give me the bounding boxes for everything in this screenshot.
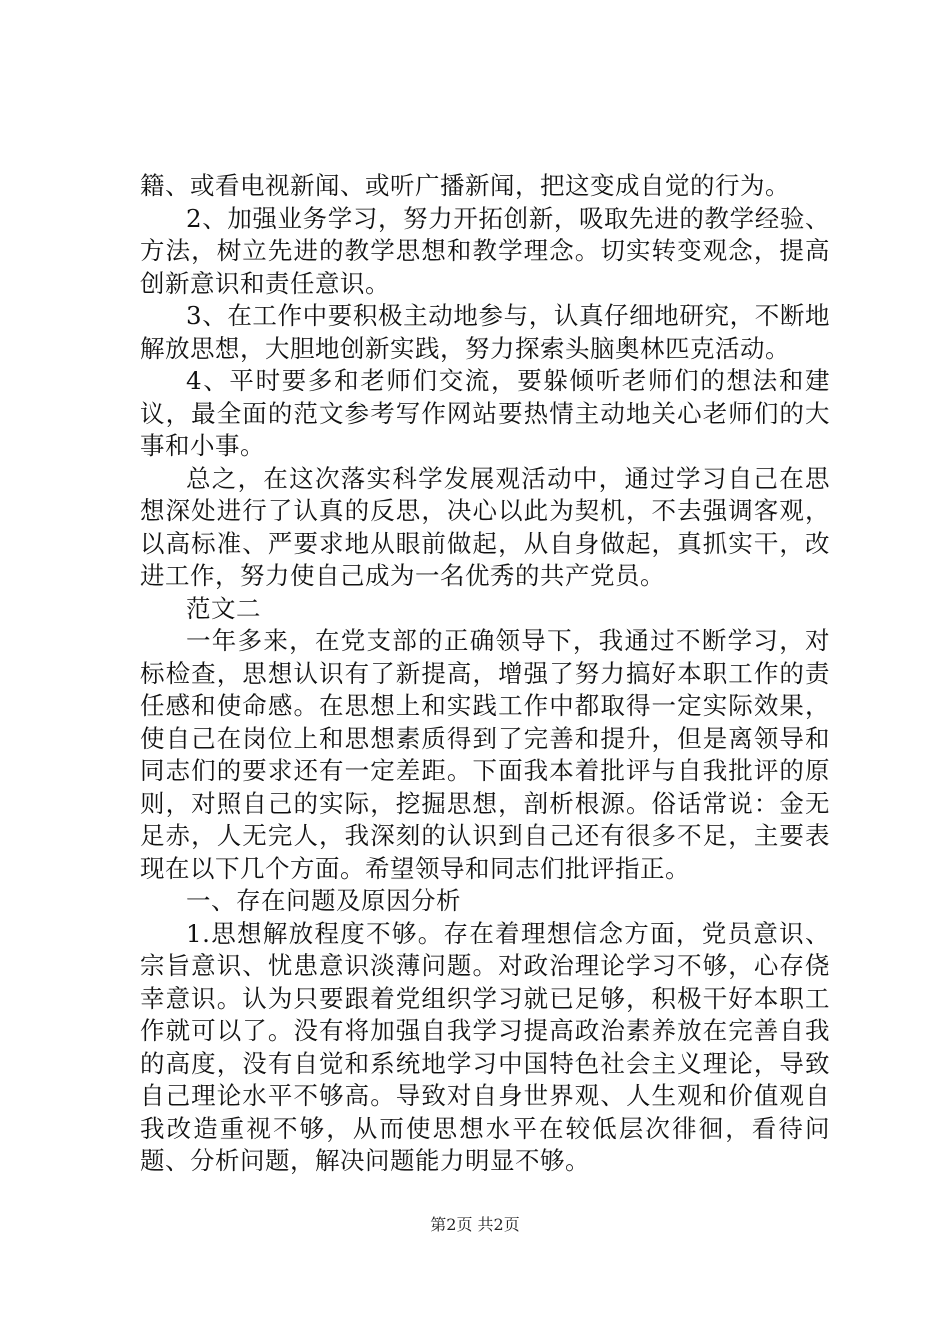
paragraph-intro: 一年多来，在党支部的正确领导下，我通过不断学习，对标检查，思想认识有了新提高，增强了努力搞好本职工作的责任感和使命感。在思想上和实践工作中都取得一定实际效果，使自己在岗位上和思想素质得到了完善和提升，但是离领导和同志们的要求还有一定差距。下面我本着批评与自我批评的原则，对照自己的实际，挖掘思想，剖析根源。俗话常说：金无足赤，人无完人，我深刻的认识到自己还有很多不足，主要表现在以下几个方面。希望领导和同志们批评指正。 — [140, 626, 830, 883]
page-number-footer: 第2页 共2页 — [430, 1215, 520, 1234]
paragraph-summary: 总之，在这次落实科学发展观活动中，通过学习自己在思想深处进行了认真的反思，决心以此为契机，不去强调客观，以高标准、严要求地从眼前做起，从自身做起，真抓实干，改进工作，努力使自己成为一名优秀的共产党员。 — [140, 463, 830, 590]
paragraph-item-4: 4、平时要多和老师们交流，要躲倾听老师们的想法和建议，最全面的范文参考写作网站要热情主动地关心老师们的大事和小事。 — [140, 366, 830, 460]
paragraph-continuation: 籍、或看电视新闻、或听广播新闻，把这变成自觉的行为。 — [140, 171, 790, 200]
paragraph-problem-1: 1.思想解放程度不够。存在着理想信念方面，党员意识、宗旨意识、忧患意识淡薄问题。对政治理论学习不够，心存侥幸意识。认为只要跟着党组织学习就已足够，积极干好本职工作就可以了。没有将加强自我学习提高政治素养放在完善自我的高度，没有自觉和系统地学习中国特色社会主义理论，导致自己理论水平不够高。导致对自身世界观、人生观和价值观自我改造重视不够，从而使思想水平在较低层次徘徊，看待问题、分析问题，解决问题能力明显不够。 — [140, 918, 830, 1175]
paragraph-item-2: 2、加强业务学习，努力开拓创新，吸取先进的教学经验、方法，树立先进的教学思想和教学理念。切实转变观念，提高创新意识和责任意识。 — [140, 203, 830, 298]
section-heading-problems: 一、存在问题及原因分析 — [186, 886, 461, 915]
section-heading-sample-two: 范文二 — [186, 593, 261, 623]
document-body — [140, 170, 830, 1178]
paragraph-item-3: 3、在工作中要积极主动地参与，认真仔细地研究，不断地解放思想，大胆地创新实践，努力探索头脑奥林匹克活动。 — [140, 301, 830, 363]
